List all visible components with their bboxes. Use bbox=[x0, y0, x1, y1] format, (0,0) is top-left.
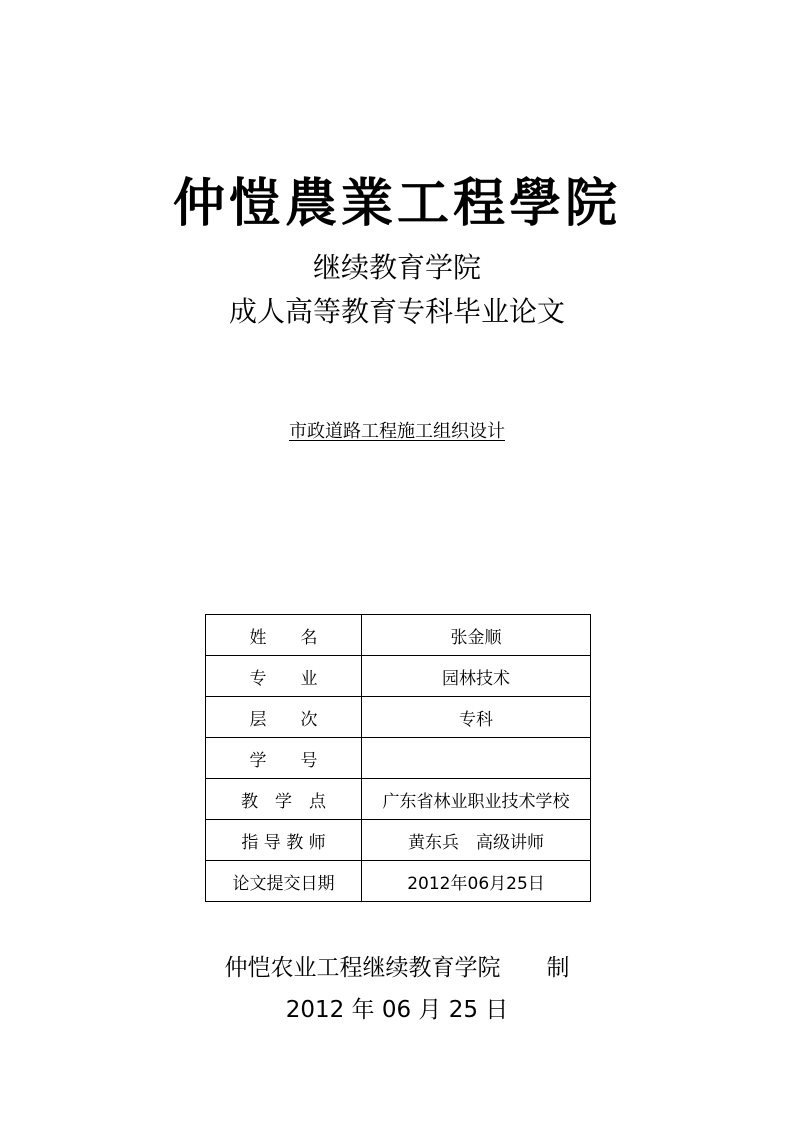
name-value: 张金顺 bbox=[362, 615, 591, 656]
level-value: 专科 bbox=[362, 697, 591, 738]
level-label: 层 次 bbox=[206, 697, 362, 738]
name-label: 姓 名 bbox=[206, 615, 362, 656]
issuing-organization: 仲恺农业工程继续教育学院 制 bbox=[224, 955, 570, 981]
table-row bbox=[206, 738, 591, 779]
submission-date-value: 2012年06月25日 bbox=[362, 861, 591, 902]
issue-date: 2012 年 06 月 25 日 bbox=[285, 997, 509, 1023]
advisor-value: 黄东兵 高级讲师 bbox=[362, 820, 591, 861]
school-name: 仲愷農業工程學院 bbox=[172, 173, 621, 234]
major-value: 园林技术 bbox=[362, 656, 591, 697]
table-row bbox=[206, 779, 591, 820]
table-row bbox=[206, 861, 591, 902]
submission-date-label: 论文提交日期 bbox=[206, 861, 362, 902]
thesis-title bbox=[0, 419, 794, 445]
major-label: 专 业 bbox=[206, 656, 362, 697]
table-row bbox=[206, 820, 591, 861]
thesis-title-text: 市政道路工程施工组织设计 bbox=[289, 421, 505, 442]
student-id-value bbox=[362, 738, 591, 779]
table-row bbox=[206, 615, 591, 656]
student-info-table bbox=[205, 614, 591, 902]
teaching-site-label: 教 学 点 bbox=[206, 779, 362, 820]
college-name: 继续教育学院 bbox=[312, 251, 481, 284]
advisor-label: 指 导 教 师 bbox=[206, 820, 362, 861]
thesis-type: 成人高等教育专科毕业论文 bbox=[228, 295, 565, 328]
table-row bbox=[206, 697, 591, 738]
teaching-site-value: 广东省林业职业技术学校 bbox=[362, 779, 591, 820]
table-row bbox=[206, 656, 591, 697]
student-id-label: 学 号 bbox=[206, 738, 362, 779]
